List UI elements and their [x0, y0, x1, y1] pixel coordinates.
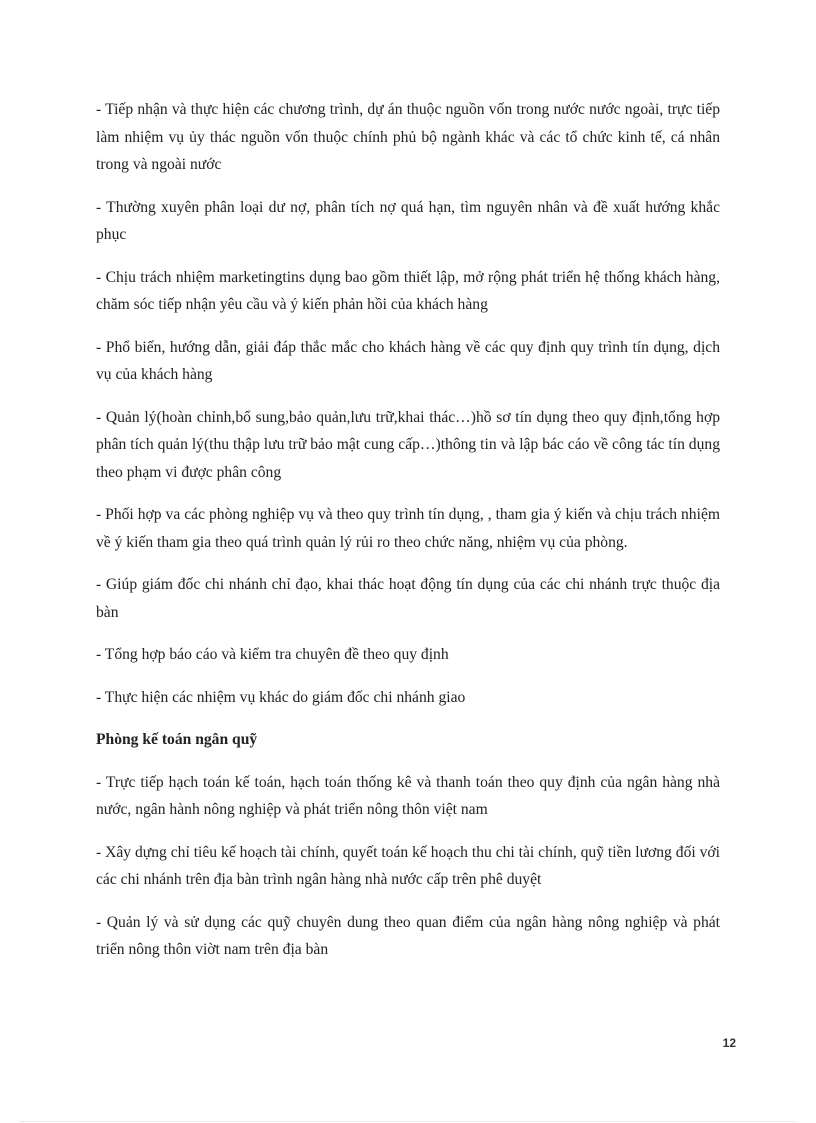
paragraph: - Thực hiện các nhiệm vụ khác do giám đốc chi nhánh giao	[96, 688, 466, 706]
paragraph: - Quản lý và sử dụng các quỹ chuyên dung theo quan điểm của ngân hàng nông nghiệp và phát triển nông thôn viờt nam trên địa bàn	[96, 913, 720, 958]
page-number: 12	[722, 1036, 736, 1050]
section-heading: Phòng kế toán ngân quỹ	[96, 731, 258, 748]
paragraph: - Phổ biến, hướng dẫn, giải đáp thắc mắc cho khách hàng về các quy định quy trình tín dụng, dịch vụ của khách hàng	[96, 338, 720, 383]
paragraph: - Giúp giám đốc chi nhánh chỉ đạo, khai thác hoạt động tín dụng của các chi nhánh trực thuộc địa bàn	[96, 576, 720, 621]
paragraph: - Thường xuyên phân loại dư nợ, phân tích nợ quá hạn, tìm nguyên nhân và đề xuất hướng khắc phục	[96, 198, 720, 243]
page-body	[96, 96, 720, 979]
page-bottom-divider	[20, 1121, 796, 1122]
paragraph: - Chịu trách nhiệm marketingtins dụng bao gồm thiết lập, mở rộng phát triển hệ thống khách hàng, chăm sóc tiếp nhận yêu cầu và ý kiến phản hồi của khách hàng	[96, 268, 720, 313]
paragraph: - Phối hợp va các phòng nghiệp vụ và theo quy trình tín dụng, , tham gia ý kiến và chịu trách nhiệm về ý kiến tham gia theo quá trình quản lý rủi ro theo chức năng, nhiệm vụ của phòng.	[96, 506, 720, 551]
paragraph: - Tiếp nhận và thực hiện các chương trình, dự án thuộc nguồn vốn trong nước nước ngoài, trực tiếp làm nhiệm vụ ủy thác nguồn vốn thuộc chính phủ bộ ngành khác và các tổ chức kinh tế, cá nhân trong và ngoài nước	[96, 101, 720, 173]
paragraph: - Trực tiếp hạch toán kế toán, hạch toán thống kê và thanh toán theo quy định của ngân hàng nhà nước, ngân hành nông nghiệp và phát triển nông thôn việt nam	[96, 773, 720, 818]
paragraph: - Xây dựng chỉ tiêu kế hoạch tài chính, quyết toán kế hoạch thu chi tài chính, quỹ tiền lương đối với các chi nhánh trên địa bàn trình ngân hàng nhà nước cấp trên phê duyệt	[96, 843, 720, 888]
paragraph: - Tổng hợp báo cáo và kiểm tra chuyên đề theo quy định	[96, 646, 449, 663]
paragraph: - Quản lý(hoàn chỉnh,bổ sung,bảo quản,lưu trữ,khai thác…)hồ sơ tín dụng theo quy định,tổng hợp phân tích quản lý(thu thập lưu trữ bảo mật cung cấp…)thông tin và lập bác cáo về công tác tín dụng theo phạm vi được phân công	[96, 408, 720, 481]
